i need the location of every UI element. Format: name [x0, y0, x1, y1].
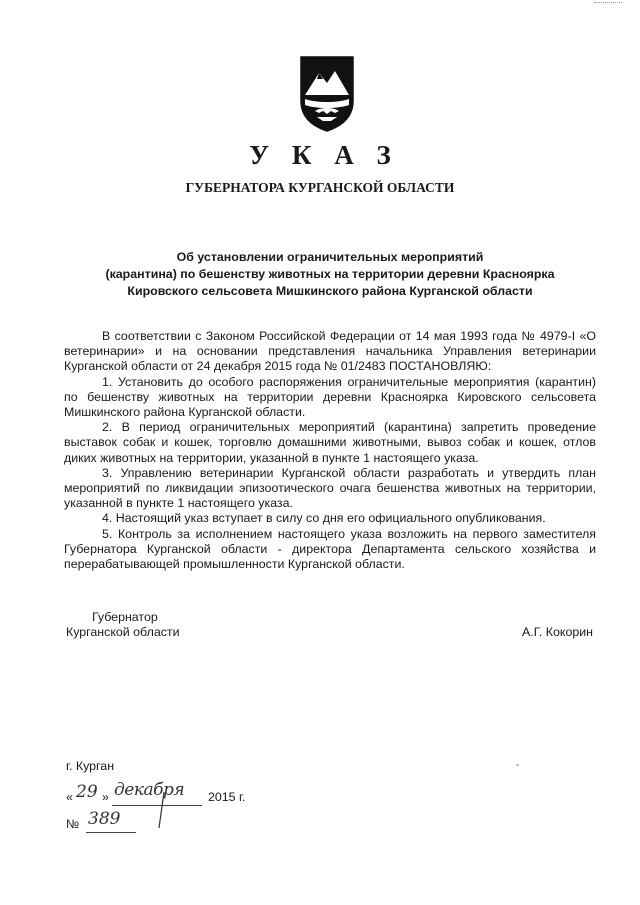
signer-position-line1: Губернатор [92, 610, 158, 624]
number-underline [86, 832, 136, 833]
decree-number [66, 809, 186, 835]
clause-5: 5. Контроль за исполнением настоящего указа возложить на первого заместителя Губернатора Курганской области - директора Департамента сельского хозяйства и перерабатывающей промышленности Курганской области. [64, 526, 596, 572]
clause-4: 4. Настоящий указ вступает в силу со дня его официального опубликования. [102, 511, 546, 526]
document-title: У К А З [249, 140, 399, 170]
issue-date [66, 780, 326, 808]
clause-3: 3. Управлению ветеринарии Курганской области разработать и утвердить план мероприятий по ликвидации эпизоотического очага бешенства животных на территории, указанной в пункте 1 настоящего указа. [64, 465, 596, 511]
corner-dotted-mark [594, 2, 622, 3]
date-open-quote: « [66, 790, 73, 804]
date-close-quote: » [102, 790, 109, 804]
clause-1: 1. Установить до особого распоряжения ограничительные мероприятия (карантин) по бешенству животных на территории деревни Красноярка Кировского сельсовета Мишкинского района Курганской области. [64, 374, 596, 420]
number-label: № [66, 817, 80, 831]
decree-heading [60, 249, 600, 300]
heading-line: Об установлении ограничительных мероприятий [176, 250, 484, 264]
document-issuer: ГУБЕРНАТОРА КУРГАНСКОЙ ОБЛАСТИ [185, 180, 455, 195]
date-day-handwritten: 29 [76, 782, 98, 802]
coat-of-arms-icon [297, 55, 357, 133]
decree-body [64, 329, 596, 572]
signer-name: А.Г. Кокорин [522, 625, 594, 639]
number-value-handwritten: 389 [88, 809, 121, 829]
pen-stroke [156, 790, 166, 830]
signer-position-line2: Курганской области [66, 625, 180, 639]
heading-line: (карантина) по бешенству животных на территории деревни Красноярка [105, 267, 555, 281]
preamble-paragraph: В соответствии с Законом Российской Федерации от 14 мая 1993 года № 4979-I «О ветеринарии» и на основании представления начальника Управления ветеринарии Курганской области от 24 декабря 2015 года № 01/2483 ПОСТАНОВЛЯЮ: [64, 329, 596, 374]
date-month-handwritten: декабря [114, 780, 185, 800]
issue-city: г. Курган [66, 759, 115, 773]
date-year: 2015 г. [208, 790, 246, 804]
heading-line: Кировского сельсовета Мишкинского района Курганской области [127, 284, 533, 298]
clause-2: 2. В период ограничительных мероприятий (карантина) запретить проведение выставок собак и кошек, торговлю домашними животными, вывоз собак и кошек, отлов диких животных на территории, указанной в пункте 1 настоящего указа. [64, 420, 596, 465]
margin-mark: - [516, 760, 520, 771]
